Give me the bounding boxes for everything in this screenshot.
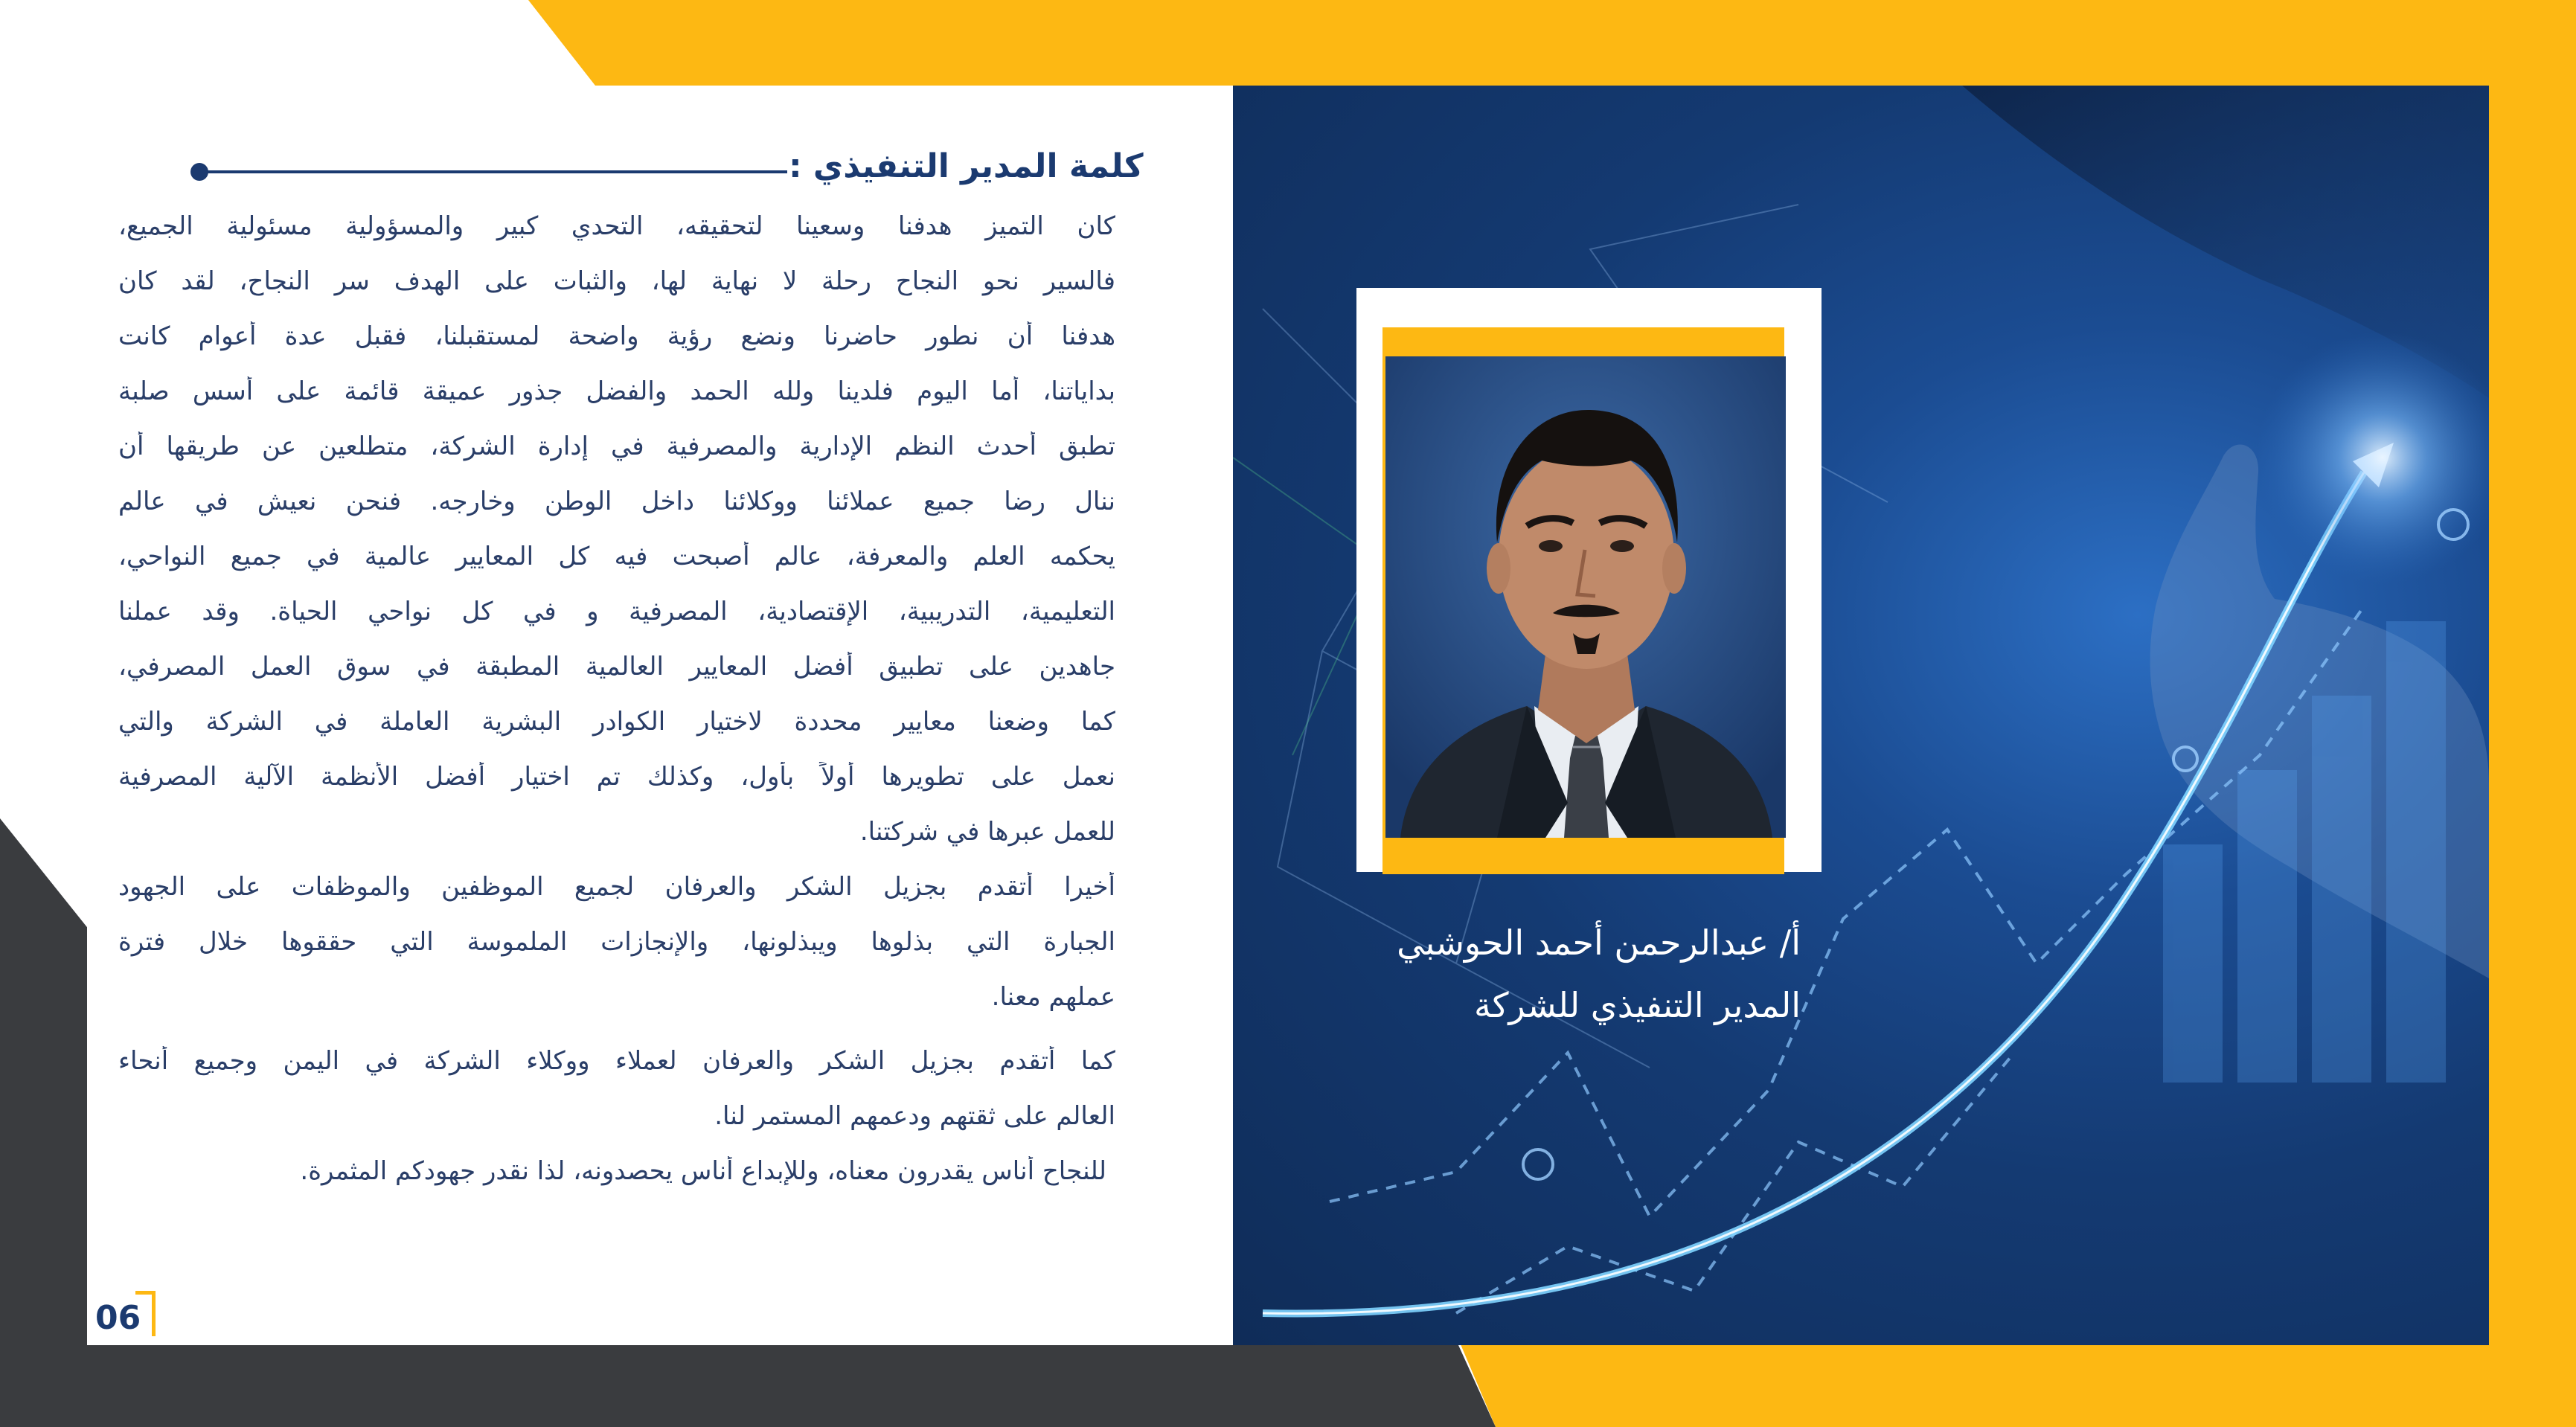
heading-dot (190, 163, 208, 181)
page-number: 06 (95, 1299, 141, 1337)
message-line: كان التميز هدفنا وسعينا لتحقيقه، التحدي كبير والمسؤولية مسئولية الجميع، (118, 211, 1115, 241)
message-line: هدفنا أن نطور حاضرنا ونضع رؤية واضحة لمستقبلنا، فقبل عدة أعوام كانت (118, 321, 1115, 351)
executive-title: المدير التنفيذي للشركة (1473, 985, 1801, 1025)
yellow-right-band (2489, 0, 2576, 1427)
message-line: كما وضعنا معايير محددة لاختيار الكوادر البشرية العاملة في الشركة والتي (118, 707, 1115, 737)
message-line: التعليمية، التدريبية، الإقتصادية، المصرفية و في كل نواحي الحياة. وقد عملنا (118, 597, 1115, 626)
executive-photo (1385, 356, 1786, 838)
message-line: نعمل على تطويرها أولاً بأول، وكذلك تم اختيار أفضل الأنظمة الآلية المصرفية (118, 762, 1115, 792)
page-number-bracket (135, 1291, 156, 1336)
message-heading: كلمة المدير التنفيذي : (789, 147, 1144, 185)
dark-bottom-band (0, 1345, 2576, 1427)
message-line: عملهم معنا. (991, 982, 1115, 1012)
message-closing-line: للنجاح أناس يقدرون معناه، وللإبداع أناس يحصدونه، لذا نقدر جهودكم المثمرة. (300, 1156, 1106, 1186)
message-line: الجبارة التي بذلوها ويبذلونها، والإنجازات الملموسة التي حققوها خلال فترة (118, 927, 1115, 957)
executive-name: أ/ عبدالرحمن أحمد الحوشبي (1397, 923, 1801, 963)
message-line: للعمل عبرها في شركتنا. (859, 817, 1115, 847)
message-line: تطبق أحدث النظم الإدارية والمصرفية في إدارة الشركة، متطلعين عن طريقها أن (118, 432, 1115, 461)
message-line: جاهدين على تطبيق أفضل المعايير العالمية المطبقة في سوق العمل المصرفي، (118, 652, 1115, 682)
dark-left-band (0, 818, 89, 1427)
message-line: يحكمه العلم والمعرفة، عالم أصبحت فيه كل المعايير عالمية في جميع النواحي، (118, 542, 1115, 571)
heading-underline (199, 170, 787, 173)
message-line: أخيرا أتقدم بجزيل الشكر والعرفان لجميع الموظفين والموظفات على الجهود (118, 872, 1115, 902)
message-line: ننال رضا جميع عملائنا ووكلائنا داخل الوطن وخارجه. فنحن نعيش في عالم (118, 487, 1115, 516)
message-line: العالم على ثقتهم ودعمهم المستمر لنا. (714, 1101, 1115, 1131)
yellow-top-band (0, 0, 2576, 86)
message-line: فالسير نحو النجاح رحلة لا نهاية لها، والثبات على الهدف سر النجاح، لقد كان (118, 266, 1115, 296)
message-line: بداياتنا، أما اليوم فلدينا ولله الحمد والفضل جذور عميقة قائمة على أسس صلبة (118, 376, 1115, 406)
message-line: كما أتقدم بجزيل الشكر والعرفان لعملاء ووكلاء الشركة في اليمن وجميع أنحاء (118, 1046, 1115, 1076)
